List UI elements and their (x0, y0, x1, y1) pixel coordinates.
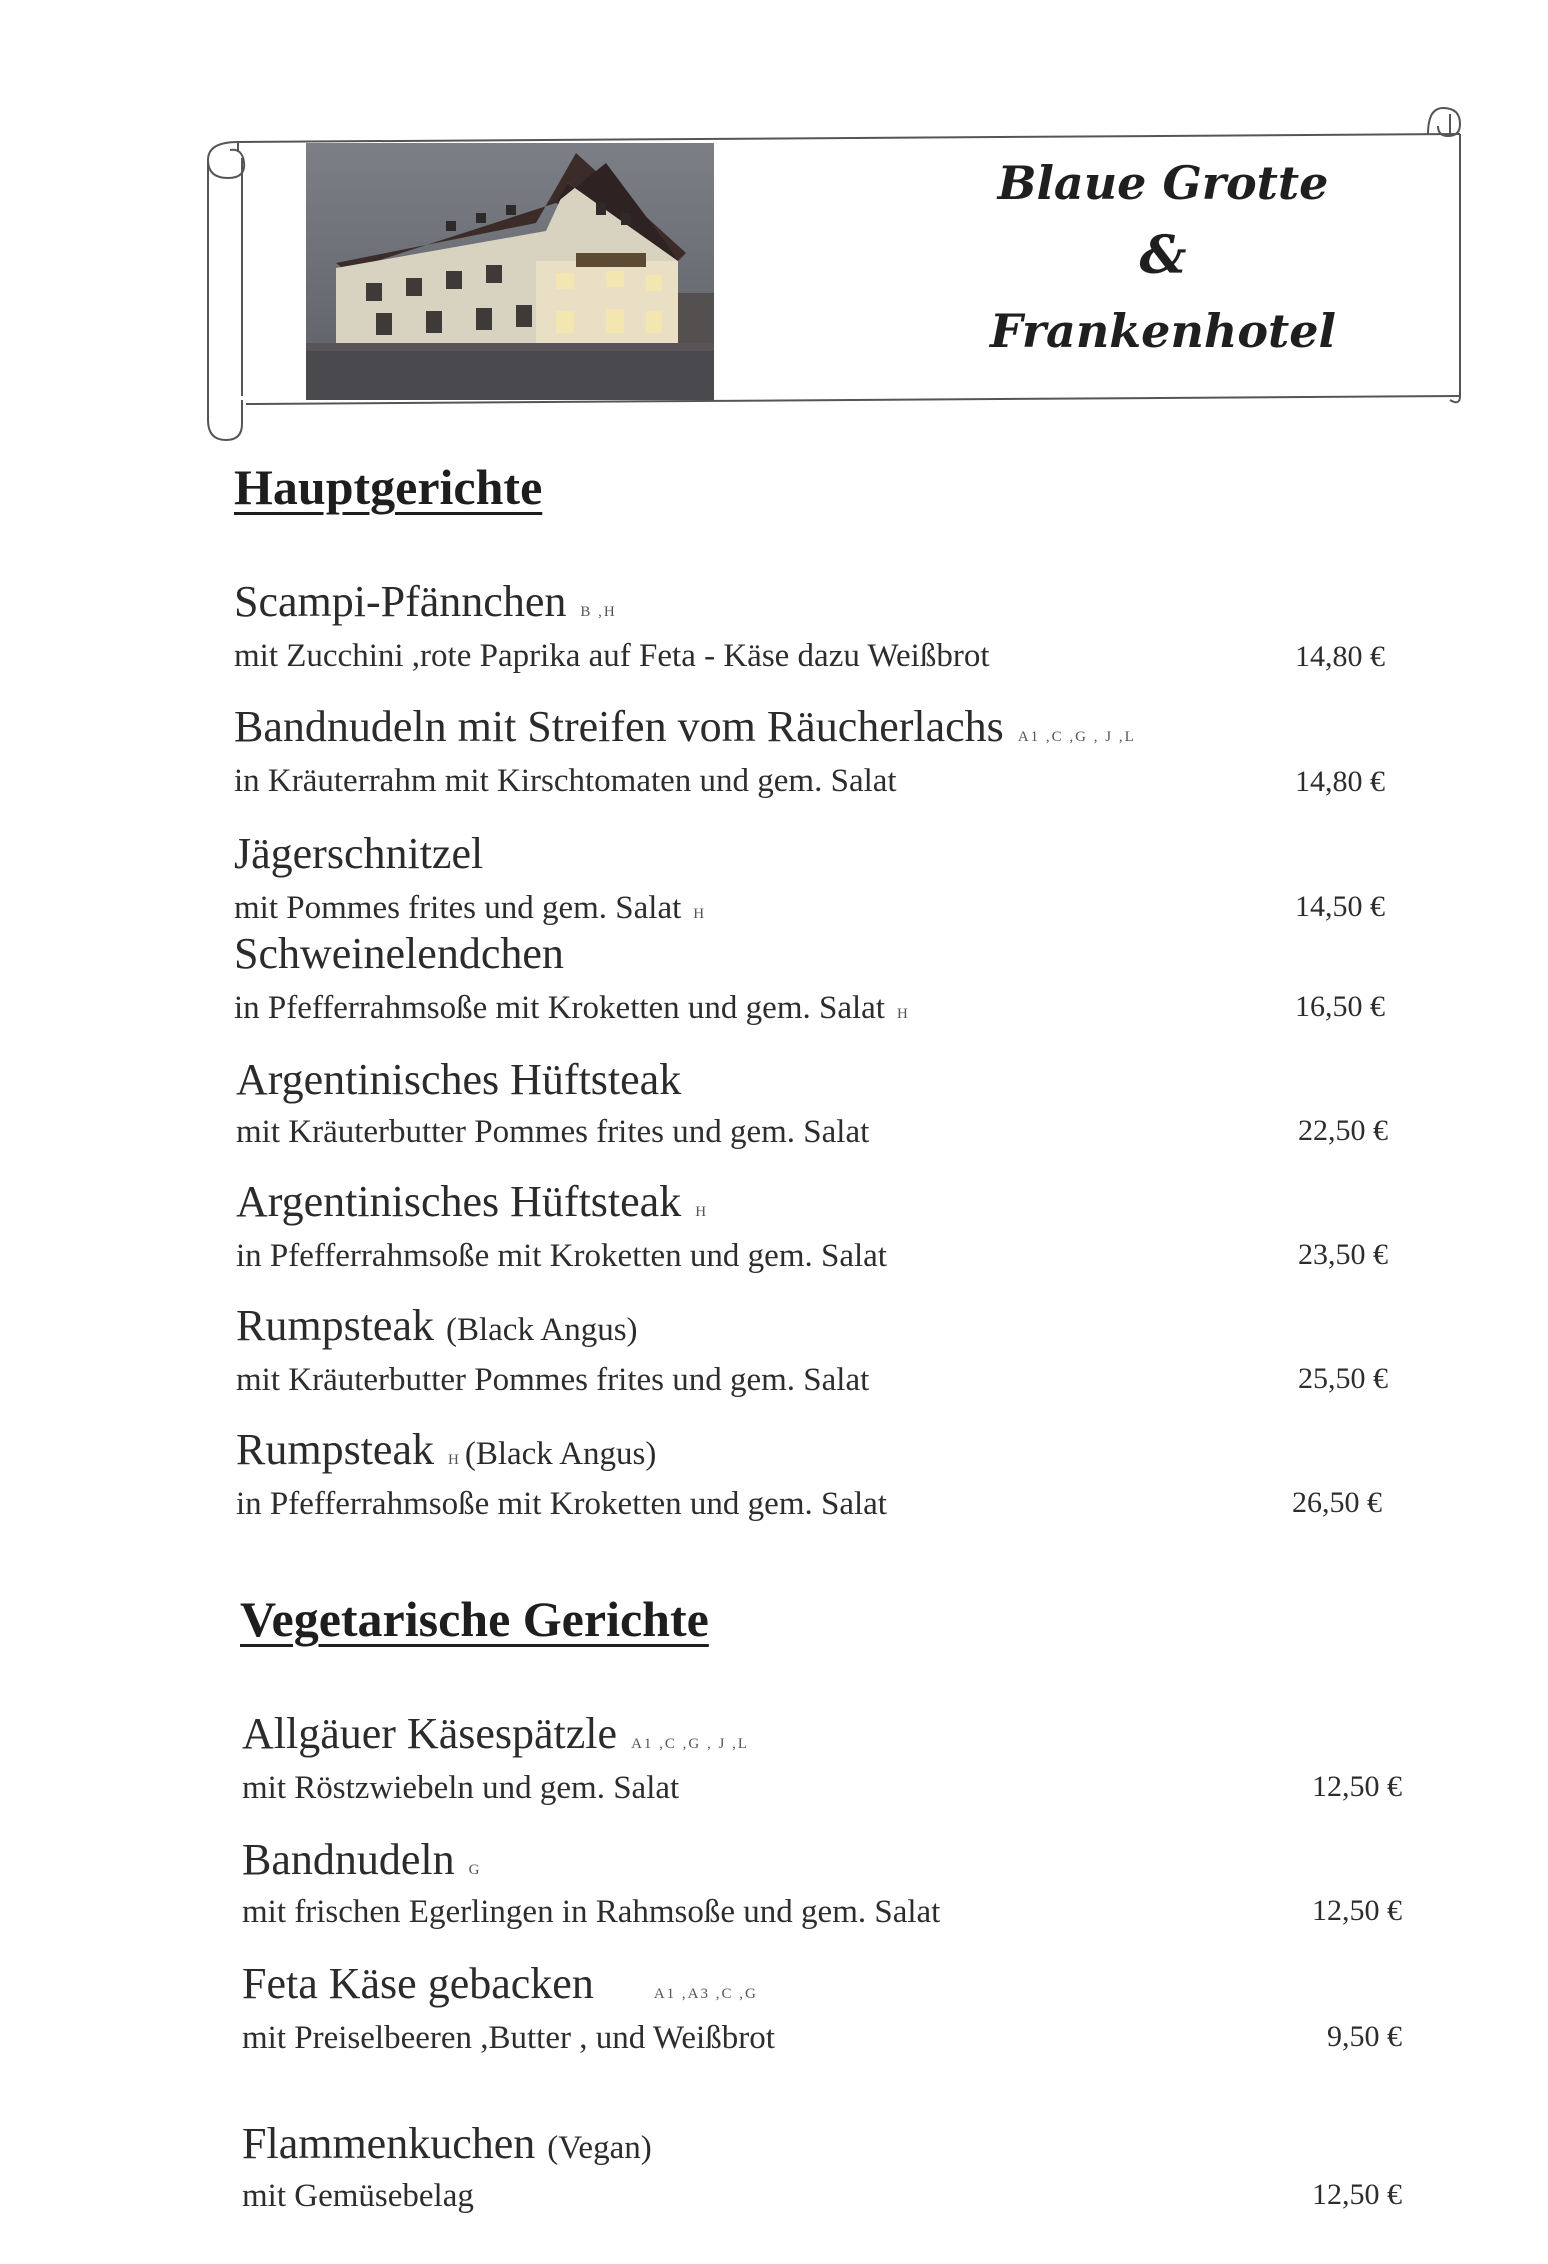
dish-note: (Black Angus) (464, 1436, 657, 1472)
brand-line-1: Blaue Grotte (997, 156, 1329, 210)
allergen-codes: G (468, 1862, 482, 1878)
allergen-codes: H (695, 1204, 709, 1220)
dish-name: Scampi-Pfännchen B ,H (234, 577, 617, 626)
hotel-photo (306, 143, 714, 400)
dish-note: (Vegan) (547, 2130, 652, 2166)
dish-description: in Pfefferrahmsoße mit Kroketten und gem. Salat (236, 1486, 887, 1522)
allergen-codes: A1 ,A3 ,C ,G (653, 1986, 758, 2002)
allergen-codes: H (447, 1452, 461, 1468)
dish-name: Argentinisches Hüftsteak H (236, 1177, 709, 1226)
dish-price: 14,80 € (1295, 640, 1385, 673)
brand-ampersand: & (1139, 225, 1187, 286)
dish-price: 14,50 € (1295, 890, 1385, 923)
header-banner (198, 100, 1483, 452)
dish-price: 23,50 € (1298, 1238, 1388, 1271)
dish-description: mit Pommes frites und gem. Salat H (234, 890, 707, 926)
dish-name: Bandnudeln G (242, 1835, 482, 1884)
allergen-codes: H (693, 906, 707, 922)
allergen-codes: A1 ,C ,G , J ,L (1017, 729, 1136, 745)
allergen-codes: B ,H (580, 604, 617, 620)
dish-name: Jägerschnitzel (234, 829, 484, 878)
dish-note: (Black Angus) (445, 1312, 638, 1348)
dish-description: mit Zucchini ,rote Paprika auf Feta - Käse dazu Weißbrot (234, 638, 990, 674)
dish-description: mit Röstzwiebeln und gem. Salat (242, 1770, 680, 1806)
dish-price: 12,50 € (1312, 1894, 1402, 1927)
dish-description: in Pfefferrahmsoße mit Kroketten und gem. Salat (236, 1238, 887, 1274)
dish-price: 22,50 € (1298, 1114, 1388, 1147)
dish-price: 12,50 € (1312, 1770, 1402, 1803)
dish-price: 9,50 € (1327, 2020, 1402, 2053)
dish-description: mit Gemüsebelag (242, 2178, 474, 2214)
dish-description: mit frischen Egerlingen in Rahmsoße und gem. Salat (242, 1894, 941, 1930)
dish-description: mit Preiselbeeren ,Butter , und Weißbrot (242, 2020, 775, 2056)
dish-price: 25,50 € (1298, 1362, 1388, 1395)
dish-price: 14,80 € (1295, 765, 1385, 798)
dish-price: 12,50 € (1312, 2178, 1402, 2211)
dish-description: in Kräuterrahm mit Kirschtomaten und gem. Salat (234, 763, 897, 799)
dish-name: Rumpsteak H (Black Angus) (236, 1425, 657, 1474)
dish-price: 26,50 € (1292, 1486, 1382, 1519)
brand-line-2: Frankenhotel (989, 304, 1337, 358)
dish-name: Feta Käse gebacken A1 ,A3 ,C ,G (242, 1959, 758, 2008)
dish-description: in Pfefferrahmsoße mit Kroketten und gem. Salat H (234, 990, 910, 1026)
section-title-veg: Vegetarische Gerichte (240, 1591, 709, 1647)
restaurant-name (958, 156, 1368, 358)
section-title-main: Hauptgerichte (234, 459, 543, 515)
dish-name: Argentinisches Hüftsteak (236, 1055, 682, 1104)
dish-description: mit Kräuterbutter Pommes frites und gem. Salat (236, 1362, 870, 1398)
dish-name: Flammenkuchen (Vegan) (242, 2119, 652, 2168)
dish-name: Rumpsteak (Black Angus) (236, 1301, 638, 1350)
allergen-codes: H (896, 1006, 910, 1022)
dish-name: Bandnudeln mit Streifen vom Räucherlachs A1 ,C ,G , J ,L (234, 702, 1136, 751)
dish-price: 16,50 € (1295, 990, 1385, 1023)
dish-description: mit Kräuterbutter Pommes frites und gem. Salat (236, 1114, 870, 1150)
dish-name: Allgäuer Käsespätzle A1 ,C ,G , J ,L (242, 1709, 749, 1758)
allergen-codes: A1 ,C ,G , J ,L (631, 1736, 749, 1752)
dish-name: Schweinelendchen (234, 929, 564, 978)
